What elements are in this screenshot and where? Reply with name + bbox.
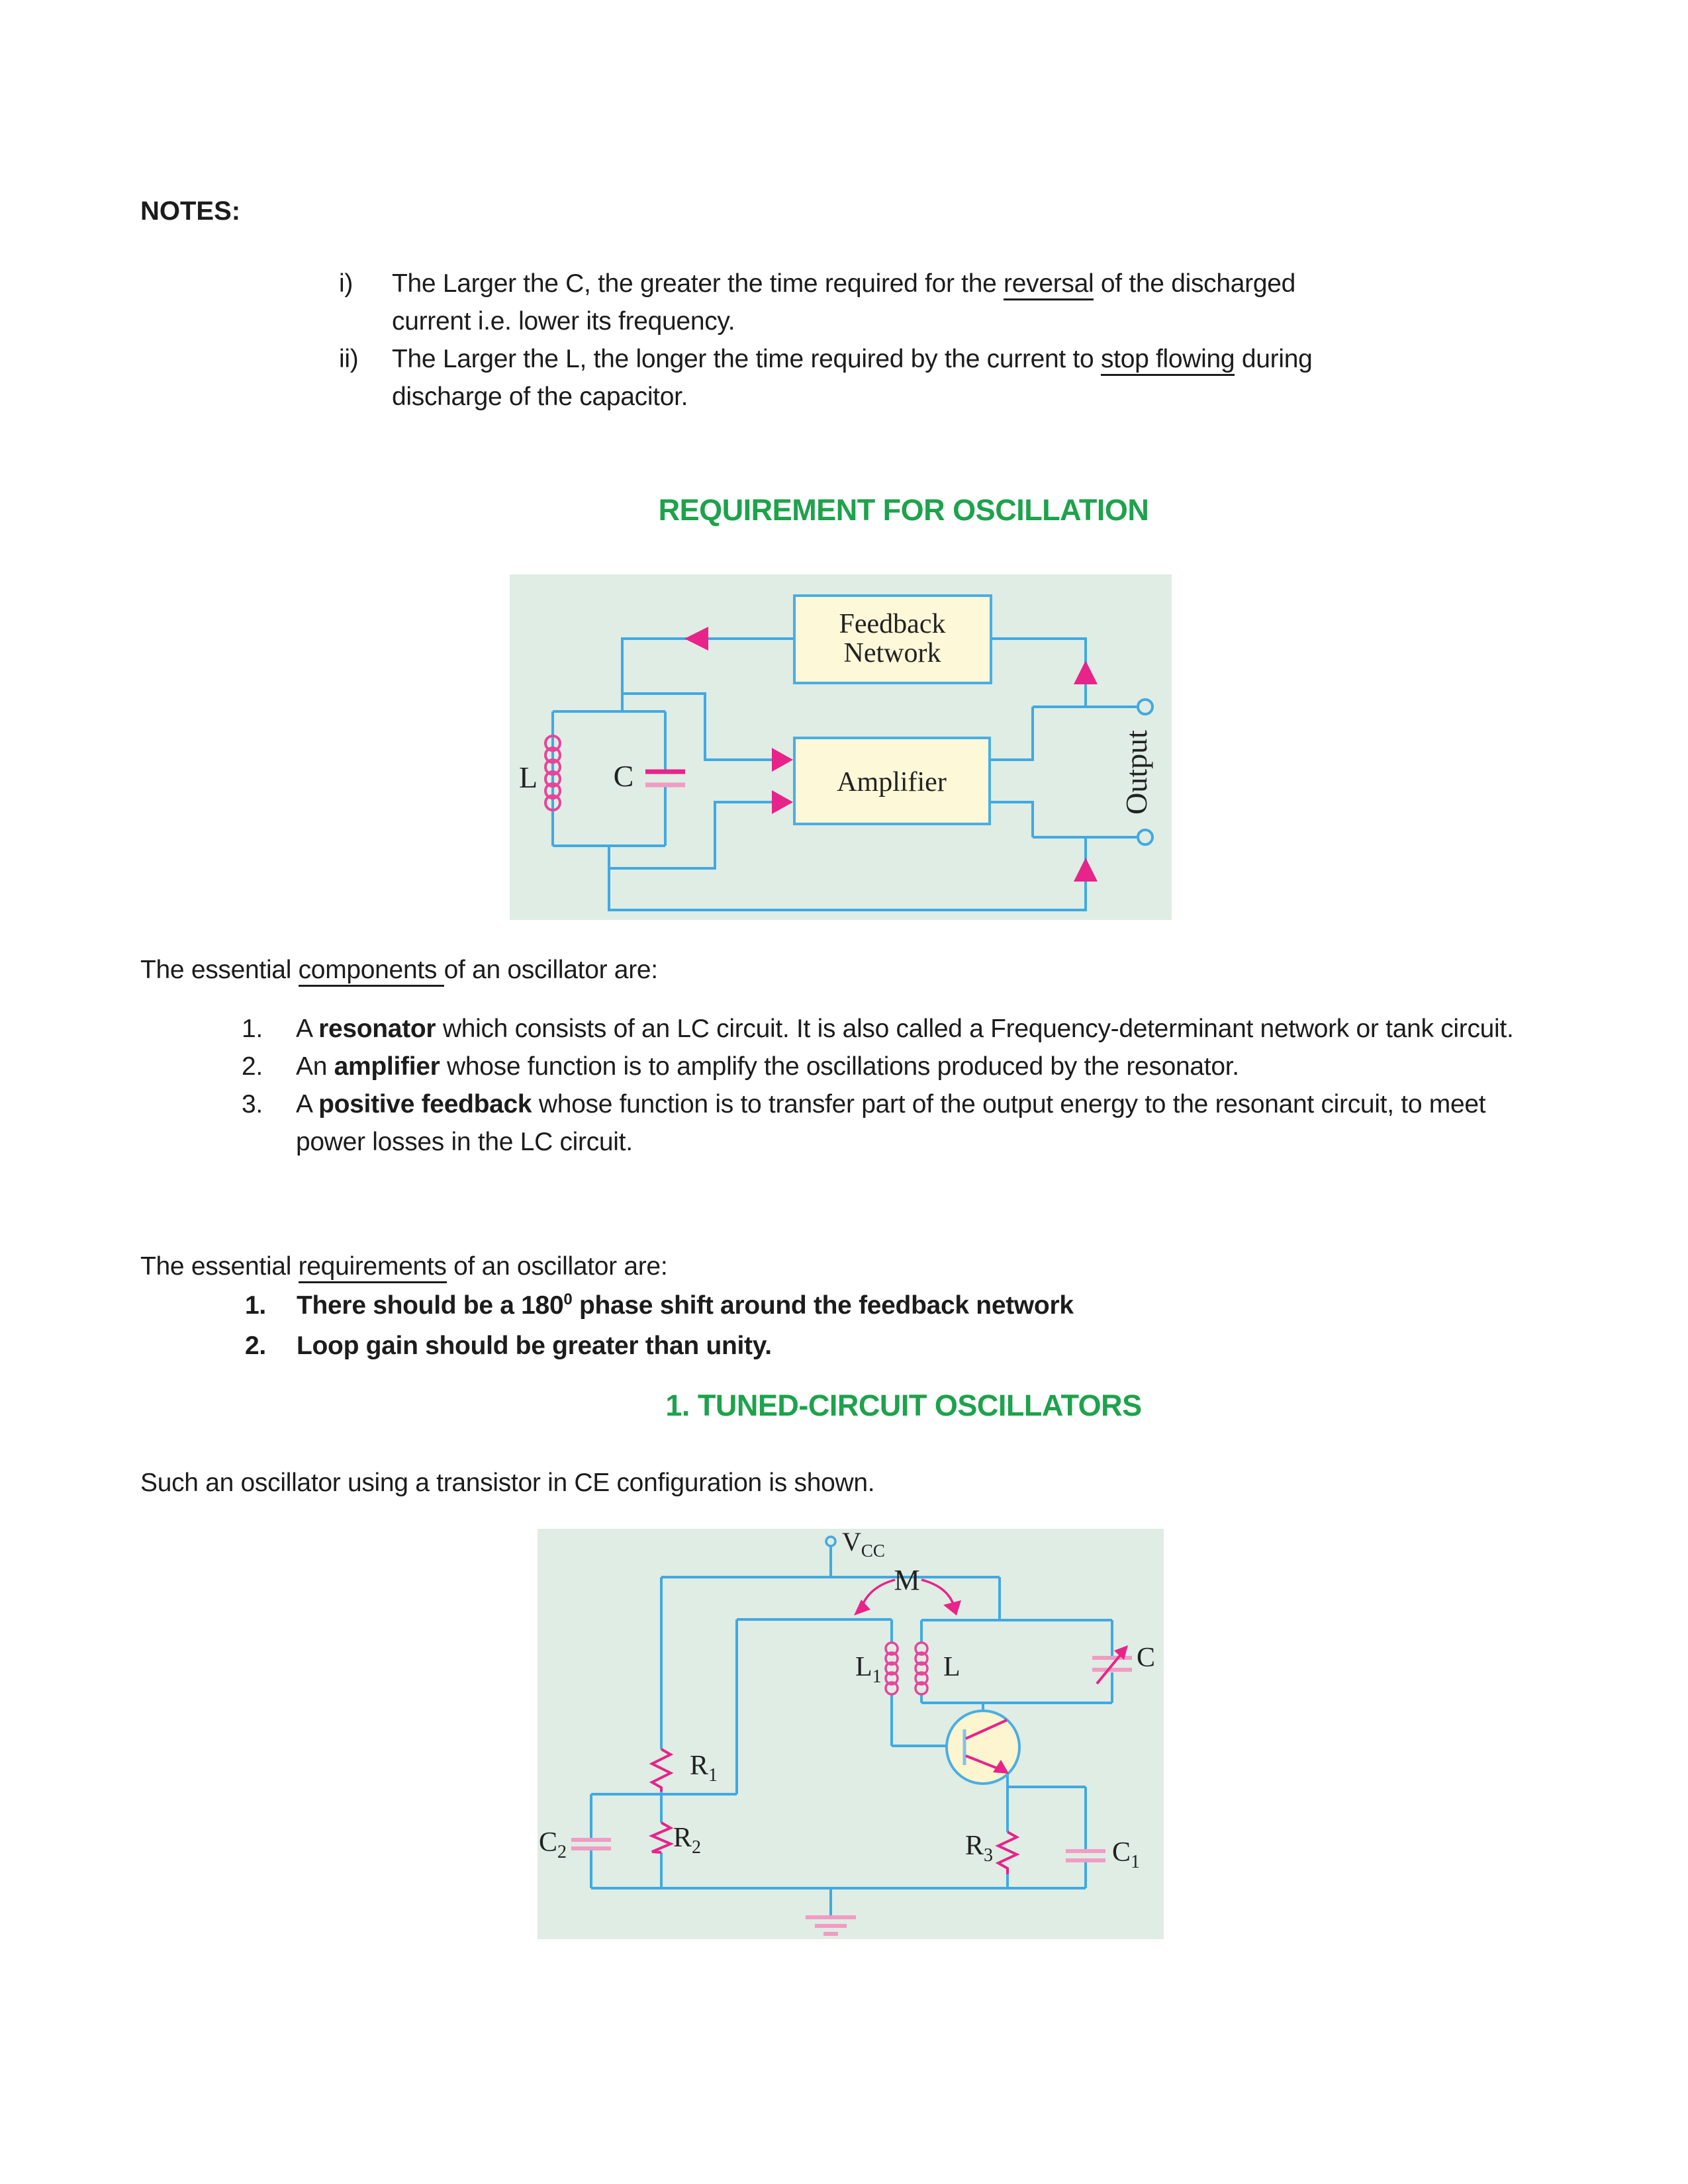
label-main: R	[964, 1831, 984, 1861]
label-main: C	[1112, 1837, 1131, 1868]
tuned-circuit-oscillator-schematic	[538, 1529, 1164, 1939]
list-item-text	[297, 1326, 772, 1366]
text-run: There should be a 180	[297, 1291, 564, 1320]
components-list	[242, 1010, 1516, 1161]
output-label: Output	[1119, 730, 1153, 815]
underlined-text: requirements	[299, 1252, 447, 1283]
list-item-text	[296, 1085, 1516, 1161]
label-main: V	[842, 1529, 861, 1557]
label-sub: CC	[861, 1541, 885, 1561]
list-item	[339, 340, 1372, 416]
label-main: L	[855, 1652, 872, 1682]
diagram-background	[538, 1529, 1164, 1939]
text-run: which consists of an LC circuit. It is also called a Frequency-determinant network or tank circuit.	[436, 1015, 1514, 1043]
c-label: C	[1137, 1643, 1156, 1673]
label-sub: 1	[1131, 1852, 1141, 1872]
underlined-text: components	[299, 956, 444, 987]
list-marker: 2.	[245, 1332, 266, 1360]
label-sub: 3	[984, 1845, 993, 1866]
inductor-coil-icon	[545, 736, 560, 810]
bold-text: amplifier	[334, 1052, 440, 1081]
text-run: phase shift around the feedback network	[572, 1291, 1074, 1320]
components-intro	[140, 951, 658, 989]
list-marker: 3.	[242, 1090, 263, 1118]
text-run: during discharge of the capacitor.	[392, 345, 1313, 411]
list-marker: 2.	[242, 1052, 263, 1081]
superscript: 0	[563, 1291, 573, 1308]
amplifier-box-label: Amplifier	[837, 767, 947, 797]
list-marker: i)	[339, 269, 353, 298]
bold-text: positive feedback	[318, 1090, 532, 1118]
list-marker: 1.	[245, 1291, 266, 1320]
text-run: whose function is to transfer part of the output energy to the resonant circuit, to meet power losses in the LC circuit.	[296, 1090, 1486, 1156]
text-run: of the discharged current i.e. lower its frequency.	[392, 269, 1295, 336]
text-run: An	[296, 1052, 334, 1081]
notes-heading: NOTES:	[140, 197, 241, 226]
list-item	[245, 1285, 1074, 1326]
list-item-text	[296, 1010, 1513, 1048]
requirements-intro	[140, 1248, 667, 1285]
notes-roman-list	[339, 265, 1372, 416]
feedback-box-label: Feedback	[839, 609, 946, 639]
list-item	[242, 1010, 1516, 1048]
label-sub: 2	[557, 1842, 567, 1862]
list-item-text	[392, 265, 1372, 340]
text-run: of an oscillator are:	[446, 1252, 668, 1281]
text-run: The Larger the C, the greater the time required for the	[392, 269, 1004, 298]
list-item-text	[297, 1285, 1074, 1326]
label-main: R	[673, 1823, 692, 1853]
bold-text: resonator	[318, 1015, 436, 1043]
label-main: C	[538, 1827, 557, 1858]
list-item	[242, 1048, 1516, 1085]
list-item-text	[392, 340, 1372, 416]
label-sub: 1	[872, 1666, 882, 1687]
requirements-list	[245, 1285, 1074, 1366]
text-run: A	[296, 1090, 319, 1118]
text-run: of an oscillator are:	[444, 956, 658, 984]
oscillation-block-diagram	[510, 574, 1172, 920]
list-marker: ii)	[339, 345, 359, 373]
capacitor-label: C	[613, 759, 634, 793]
l-label: L	[943, 1652, 961, 1682]
transistor-icon	[947, 1711, 1019, 1784]
label-main: R	[690, 1751, 709, 1781]
label-sub: 2	[692, 1837, 702, 1858]
section-heading-tuned-circuit-oscillators: 1. TUNED-CIRCUIT OSCILLATORS	[665, 1388, 1142, 1422]
list-item-text	[296, 1048, 1239, 1085]
section-heading-requirement-for-oscillation: REQUIREMENT FOR OSCILLATION	[658, 493, 1149, 527]
underlined-text: reversal	[1004, 269, 1094, 300]
text-run: whose function is to amplify the oscillations produced by the resonator.	[440, 1052, 1239, 1081]
list-item	[245, 1326, 1074, 1366]
label-sub: 1	[708, 1765, 718, 1786]
feedback-box-label: Network	[843, 638, 941, 668]
text-run: The essential	[140, 956, 299, 984]
text-run: The Larger the L, the longer the time required by the current to	[392, 345, 1101, 373]
oscillator-caption: Such an oscillator using a transistor in CE configuration is shown.	[140, 1469, 875, 1497]
inductor-label: L	[518, 760, 538, 794]
text-run: The essential	[140, 1252, 299, 1281]
list-marker: 1.	[242, 1015, 263, 1043]
underlined-text: stop flowing	[1101, 345, 1235, 376]
text-run: Loop gain should be greater than unity.	[297, 1332, 772, 1360]
list-item	[339, 265, 1372, 340]
mutual-inductance-label: M	[894, 1564, 920, 1596]
list-item	[242, 1085, 1516, 1161]
text-run: A	[296, 1015, 319, 1043]
